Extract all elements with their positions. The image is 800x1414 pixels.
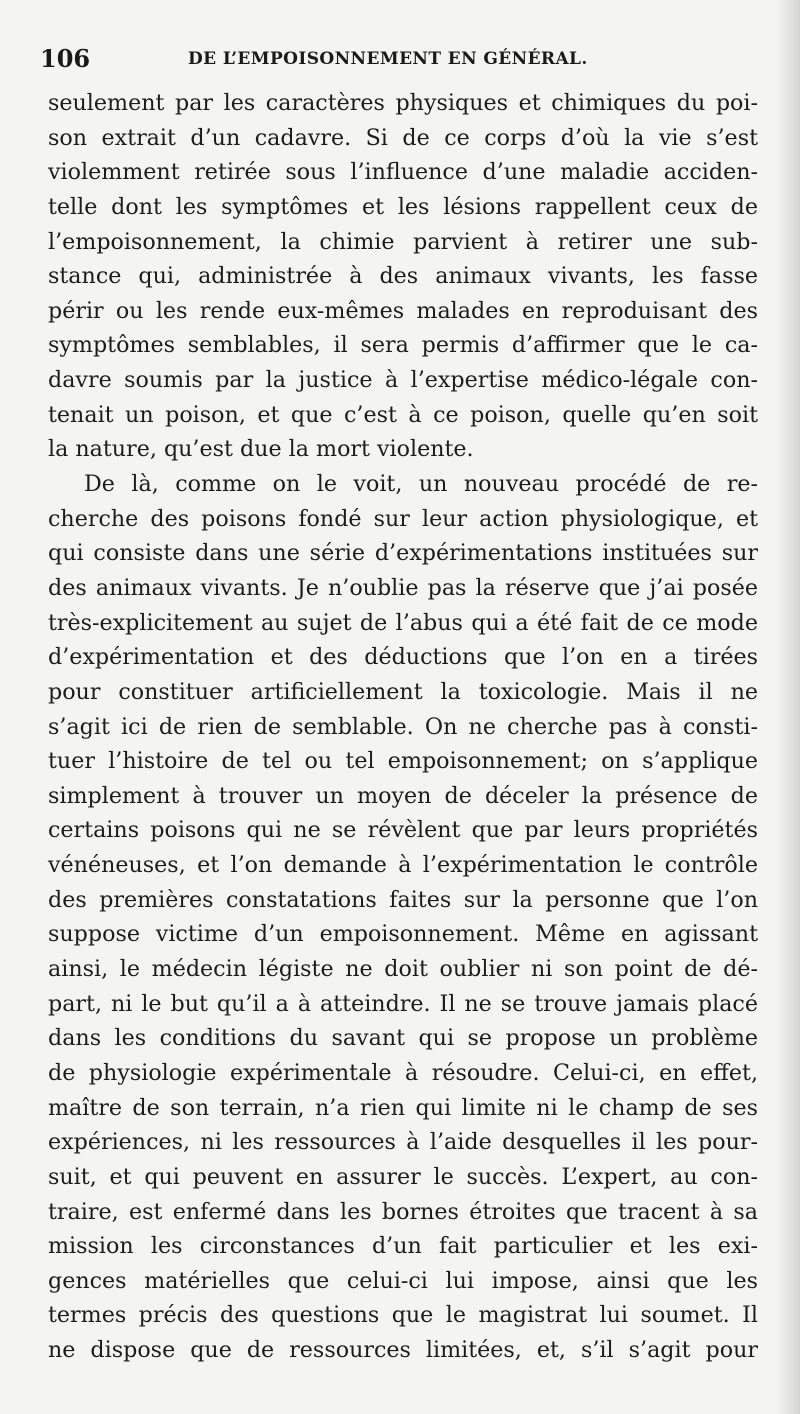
text-line: gences matérielles que celui-ci lui impose, ainsi que les <box>48 1267 758 1294</box>
text-line: telle dont les symptômes et les lésions rappellent ceux de <box>48 193 758 220</box>
text-line: vénéneuses, et l’on demande à l’expérimentation le contrôle <box>48 852 758 879</box>
paragraph-start-line: De là, comme on le voit, un nouveau procédé de re- <box>84 471 758 498</box>
text-line: simplement à trouver un moyen de déceler la présence de <box>48 782 758 809</box>
text-line: qui consiste dans une série d’expérimentations instituées sur <box>48 540 758 567</box>
text-line: suit, et qui peuvent en assurer le succès. L’expert, au con- <box>48 1163 758 1190</box>
text-line: symptômes semblables, il sera permis d’affirmer que le ca- <box>48 332 758 359</box>
text-line: expériences, ni les ressources à l’aide desquelles il les pour- <box>48 1129 758 1156</box>
running-title: DE L’EMPOISONNEMENT EN GÉNÉRAL. <box>188 49 588 69</box>
text-line: seulement par les caractères physiques et chimiques du poi- <box>48 90 758 116</box>
page-edge-shadow <box>776 0 800 1414</box>
text-line: tenait un poison, et que c’est à ce poison, quelle qu’en soit <box>48 401 758 428</box>
text-line: violemment retirée sous l’influence d’une maladie acciden- <box>48 159 758 186</box>
text-line: termes précis des questions que le magistrat lui soumet. Il <box>48 1302 758 1329</box>
text-line: dans les conditions du savant qui se propose un problème <box>48 1025 758 1052</box>
text-line: maître de son terrain, n’a rien qui limite ni le champ de ses <box>48 1094 758 1121</box>
text-line: pour constituer artificiellement la toxicologie. Mais il ne <box>48 678 758 705</box>
text-line: mission les circonstances d’un fait particulier et les exi- <box>48 1233 758 1260</box>
text-line: des animaux vivants. Je n’oublie pas la réserve que j’ai posée <box>48 574 758 601</box>
page-header <box>40 44 760 78</box>
body-text <box>48 86 758 1368</box>
text-line: son extrait d’un cadavre. Si de ce corps d’où la vie s’est <box>48 124 758 151</box>
text-line: part, ni le but qu’il a à atteindre. Il ne se trouve jamais placé <box>48 990 758 1017</box>
page-number: 106 <box>40 44 91 73</box>
text-line: ainsi, le médecin légiste ne doit oublier ni son point de dé- <box>48 956 758 983</box>
text-line: des premières constatations faites sur la personne que l’on <box>48 886 758 913</box>
text-line: davre soumis par la justice à l’expertise médico-légale con- <box>48 367 758 394</box>
text-line: l’empoisonnement, la chimie parvient à retirer une sub- <box>48 228 758 255</box>
text-line: traire, est enfermé dans les bornes étroites que tracent à sa <box>48 1198 758 1225</box>
text-line: cherche des poisons fondé sur leur action physiologique, et <box>48 505 758 532</box>
text-line: ne dispose que de ressources limitées, et, s’il s’agit pour <box>48 1337 758 1364</box>
text-line: suppose victime d’un empoisonnement. Même en agissant <box>48 921 758 948</box>
text-line: stance qui, administrée à des animaux vivants, les fasse <box>48 263 758 290</box>
text-line: s’agit ici de rien de semblable. On ne cherche pas à consti- <box>48 713 758 740</box>
text-line: la nature, qu’est due la mort violente. <box>48 436 474 463</box>
text-line: périr ou les rende eux-mêmes malades en reproduisant des <box>48 297 758 324</box>
text-line: certains poisons qui ne se révèlent que par leurs propriétés <box>48 817 758 844</box>
text-line: de physiologie expérimentale à résoudre. Celui-ci, en effet, <box>48 1059 758 1086</box>
text-line: très-explicitement au sujet de l’abus qui a été fait de ce mode <box>48 609 758 636</box>
text-line: tuer l’histoire de tel ou tel empoisonnement; on s’applique <box>48 748 758 775</box>
text-line: d’expérimentation et des déductions que l’on en a tirées <box>48 644 758 671</box>
